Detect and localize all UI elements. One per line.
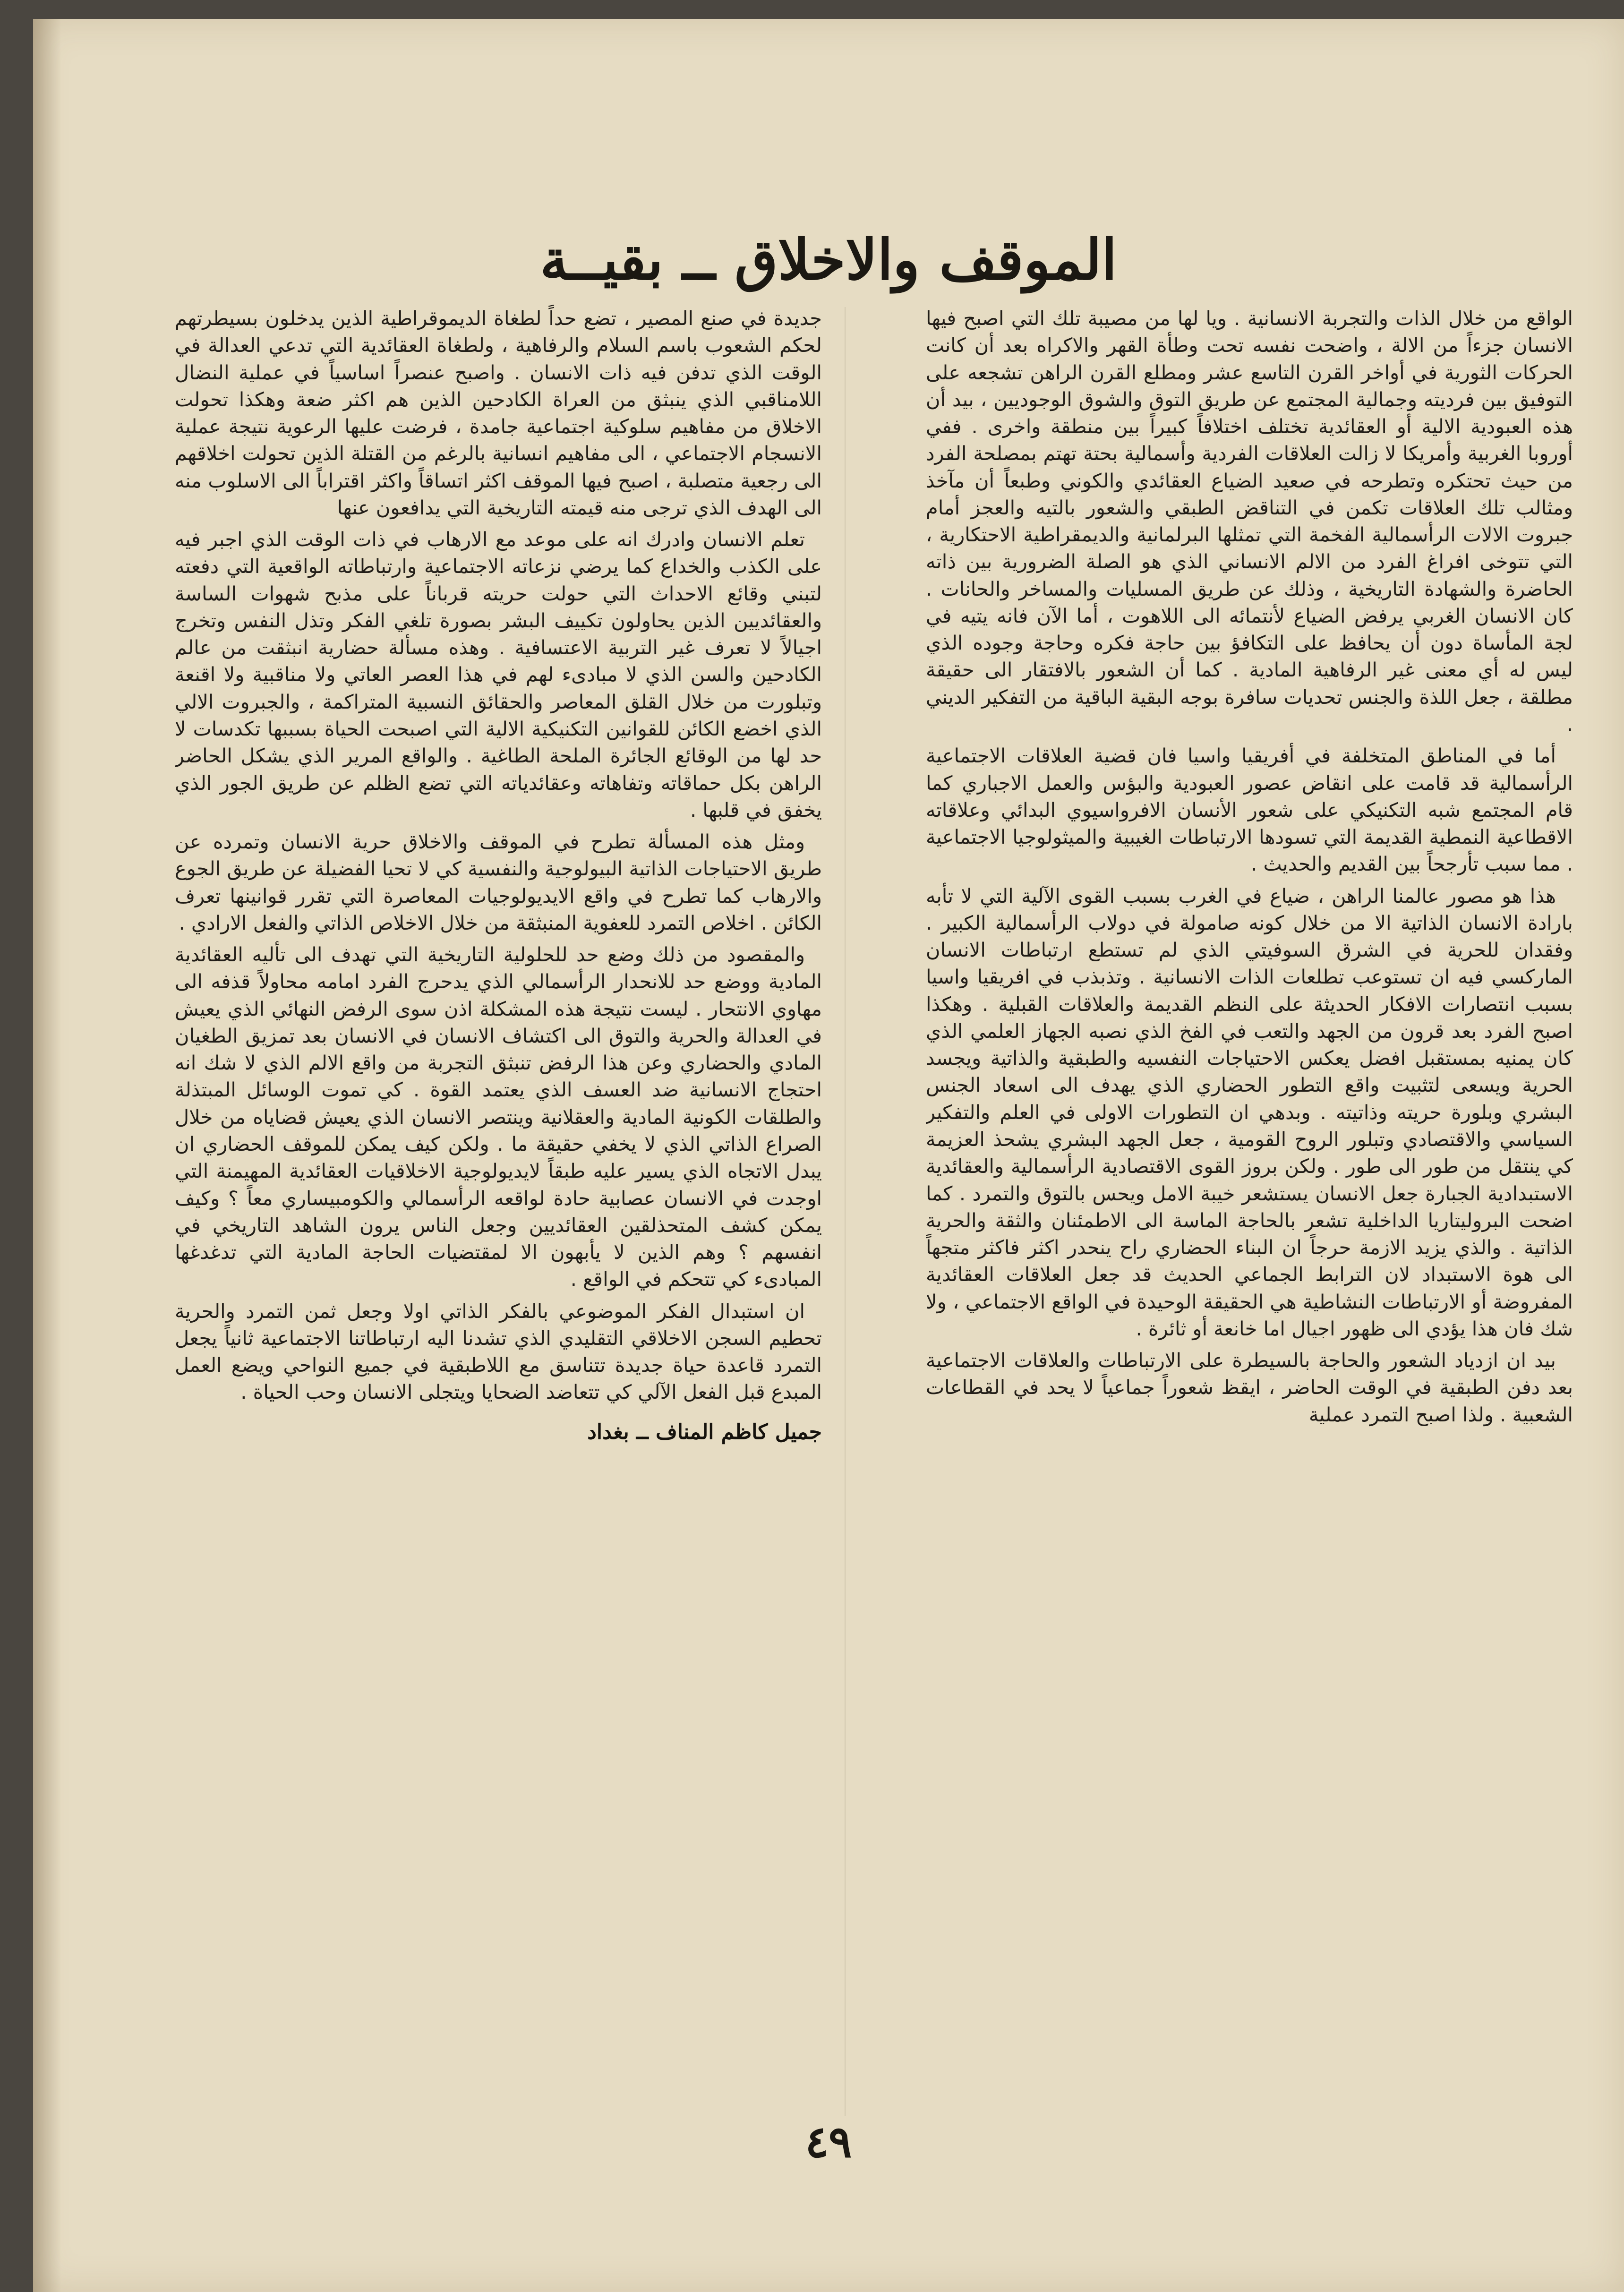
paragraph: والمقصود من ذلك وضع حد للحلولية التاريخية التي تهدف الى تأليه العقائدية المادية ووضع حد للانحدار الرأسمالي الذي يدحرج الفرد امامه محاولاً قذفه الى مهاوي الانتحار . ليست نتيجة هذه المشكلة اذن سوى الرفض النهائي الذي يعيش في العدالة والحرية والتوق الى اكتشاف الانسان في الانسان بعد تمزيق الطغيان المادي والحضاري وعن هذا الرفض تنبثق التجربة من واقع الالم الذي لا شك انه احتجاج الانسانية ضد العسف الذي يعتمد القوة . كي تموت الوسائل المبتذلة والطلقات الكونية المادية والعقلانية وينتصر الانسان الذي يعيش قضاياه من خلال الصراع الذاتي الذي لا يخفي حقيقة ما . ولكن كيف يمكن للموقف الحضاري ان يبدل الاتجاه الذي يسير عليه طبقاً لايديولوجية الاخلاقيات العقائدية المهيمنة التي اوجدت في الانسان عصابية حادة لواقعه الرأسمالي والكومبيساري معاً ؟ وكيف يمكن كشف المتحذلقين العقائديين وجعل الناس يرون الشاهد التاريخي في انفسهم ؟ وهم الذين لا يأبهون الا لمقتضيات الحاجة المادية التي تدغدغها المبادىء كي تتحكم في الواقع . bbox=[175, 943, 822, 1291]
paragraph: ان استبدال الفكر الموضوعي بالفكر الذاتي اولا وجعل ثمن التمرد والحرية تحطيم السجن الاخلاقي التقليدي الذي تشدنا اليه ارتباطاتنا الاجتماعية ثانياً يجعل التمرد قاعدة حياة جديدة تتناسق مع اللاطبقية في جميع النواحي ويضع العمل المبدع قبل الفعل الآلي كي تتعاضد الضحايا ويتجلى الانسان وحب الحياة . bbox=[175, 1299, 822, 1404]
magazine-page bbox=[33, 19, 1624, 2292]
article-column-left bbox=[175, 305, 822, 2138]
paragraph: تعلم الانسان وادرك انه على موعد مع الارهاب في ذات الوقت الذي اجبر فيه على الكذب والخداع كما يرضي نزعاته الاجتماعية وارتباطاته الواقعية التي دفعته لتبني وقائع الاحداث التي حولت حريته قرباناً على مذبح شهوات الساسة والعقائديين الذين يحاولون تكييف البشر بصورة تلغي الفكر وتذل النفس وتخرج اجيالاً لا تعرف غير التربية الاعتسافية . وهذه مسألة حضارية انبثقت من عالم الكادحين والسن الذي لا مبادىء لهم في هذا العصر العاتي ولا مناقبية ولا اقنعة وتبلورت من خلال القلق المعاصر والحقائق النسبية المتراكمة ، والجبروت الالي الذي اخضع الكائن للقوانين التكنيكية الالية التي اصبحت الحياة بسببها تكدسات لا حد لها من الوقائع الجائرة الملحة الطاغية . والواقع المرير الذي يشكل الحاضر الراهن بكل حماقاته وتفاهاته وعقائدياته التي تضع الظلم عن طريق الجور الذي يخفق في قلبها . bbox=[175, 528, 822, 821]
author-signature: جميل كاظم المناف ــ بغداد bbox=[587, 1420, 822, 1444]
paragraph: جديدة في صنع المصير ، تضع حداً لطغاة الديموقراطية الذين يدخلون بسيطرتهم لحكم الشعوب باسم السلام والرفاهية ، ولطغاة العقائدية التي تدعي العدالة في الوقت الذي تدفن فيه ذات الانسان . واصبح عنصراً اساسياً في عملية النضال اللامناقبي الذي ينبثق من العراة الكادحين الذين هم اكثر ضعة وهكذا تحولت الاخلاق من مفاهيم سلوكية اجتماعية جامدة ، فرضت عليها الرعوية نتيجة عملية الانسجام الاجتماعي ، الى مفاهيم انسانية بالرغم من القتلة الذين تحولت اخلاقهم الى رجعية متصلبة ، اصبح فيها الموقف اكثر اتساقاً واكثر اقتراباً الى الاسلوب منه الى الهدف الذي ترجى منه قيمته التاريخية التي يدافعون عنها bbox=[175, 307, 822, 519]
paragraph: بيد ان ازدياد الشعور والحاجة بالسيطرة على الارتباطات والعلاقات الاجتماعية بعد دفن الطبقية في الوقت الحاضر ، ايقظ شعوراً جماعياً لا يحد في القطاعات الشعبية . ولذا اصبح التمرد عملية bbox=[926, 1349, 1573, 1426]
paragraph: الواقع من خلال الذات والتجربة الانسانية . ويا لها من مصيبة تلك التي اصبح فيها الانسان جزءاً من الالة ، واضحت نفسه تحت وطأة القهر والاكراه بعد أن كانت الحركات الثورية في أواخر القرن التاسع عشر ومطلع القرن الراهن تشجعه على التوفيق بين فرديته وجمالية المجتمع عن طريق التوق والشوق الوجوديين ، بيد أن هذه العبودية الالية أو العقائدية تختلف اختلافاً كبيراً بين منطقة واخرى . ففي أوروبا الغربية وأمريكا لا زالت العلاقات الفردية وأسمالية بحتة تهتم بمصلحة الفرد من حيث تحتكره وتطرحه في صعيد الضياع العقائدي والكوني وطبعاً أن مآخذ ومثالب تلك العلاقات تكمن في التناقض الطبقي والشعور بالتيه والعجز أمام جبروت الالات الرأسمالية الفخمة التي تمثلها البرلمانية والديمقراطية الاحتكارية ، التي تتوخى افراغ الفرد من الالم الانساني الذي هو الصلة الضرورية بين ذاته الحاضرة والشهادة التاريخية ، وذلك عن طريق المسليات والمساخر والحانات . كان الانسان الغربي يرفض الضياع لأنتمائه الى اللاهوت ، أما الآن فانه يتيه في لجة المأساة دون أن يحافظ على التكافؤ بين حاجة فكره وحاجة وجوده الذي ليس له أي معنى غير الرفاهية المادية . كما أن الشعور بالافتقار الى حقيقة مطلقة ، جعل اللذة والجنس تحديات سافرة بوجه البقية الباقية من التفكير الديني . bbox=[926, 307, 1573, 735]
article-column-right bbox=[926, 305, 1573, 2138]
column-divider bbox=[845, 307, 846, 2116]
paragraph: أما في المناطق المتخلفة في أفريقيا واسيا فان قضية العلاقات الاجتماعية الرأسمالية قد قامت على انقاض عصور العبودية والبؤس والعمل الاجباري كما قام المجتمع شبه التكنيكي على شعور الأنسان الافرواسيوي البدائي وعلاقاته الاقطاعية النمطية القديمة التي تسودها الارتباطات الغيبية والميثولوجيا الاجتماعية . مما سبب تأرجحاً بين القديم والحديث . bbox=[926, 744, 1573, 876]
page-number: ٤٩ bbox=[805, 2116, 852, 2167]
paragraph: هذا هو مصور عالمنا الراهن ، ضياع في الغرب بسبب القوى الآلية التي لا تأبه بارادة الانسان الذاتية الا من خلال كونه صامولة في دولاب الرأسمالية الكبير . وفقدان للحرية في الشرق السوفيتي الذي لم تستطع ارتباطات الانسان الماركسي فيه ان تستوعب تطلعات الذات الانسانية . وتذبذب في افريقيا واسيا بسبب انتصارات الافكار الحديثة على النظم القديمة والعلاقات القبلية . وهكذا اصبح الفرد بعد قرون من الجهد والتعب في الفخ الذي نصبه الجهاز العلمي الذي كان يمنيه بمستقبل افضل يعكس الاحتياجات النفسيه والطبقية والذاتية ويجسد الحرية ويسعى لتثبيت واقع التطور الحضاري الذي يهدف الى اسعاد الجنس البشري وبلورة حريته وذاتيته . وبدهي ان التطورات الاولى في العلم والتفكير السياسي والاقتصادي وتبلور الروح القومية ، جعل الجهد البشري يشحذ العزيمة كي ينتقل من طور الى طور . ولكن بروز القوى الاقتصادية الرأسمالية والعقائدية الاستبدادية الجبارة جعل الانسان يستشعر خيبة الامل ويحس بالتوق والتمرد . كما اضحت البروليتاريا الداخلية تشعر بالحاجة الماسة الى الاطمئنان والثقة والحرية الذاتية . والذي يزيد الازمة حرجاً ان البناء الحضاري راح ينحدر اكثر فاكثر متجهاً الى هوة الاستبداد لان الترابط الجماعي الحديث قد جعل العلاقات العقائدية المفروضة أو الارتباطات النشاطية هي الحقيقة الوحيدة في الواقع الاجتماعي ، ولا شك فان هذا يؤدي الى ظهور اجيال اما خانعة أو ثائرة . bbox=[926, 884, 1573, 1340]
article-title: الموقف والاخلاق ــ بقيــة bbox=[540, 227, 1117, 292]
paragraph: ومثل هذه المسألة تطرح في الموقف والاخلاق حرية الانسان وتمرده عن طريق الاحتياجات الذاتية البيولوجية والنفسية كي لا تحيا الفضيلة عن طريق الجوع والارهاب كما تطرح في واقع الايديولوجيات المعاصرة التي تقرر قوانينها تعرف الكائن . اخلاص التمرد للعفوية المنبثقة من خلال الاخلاص الذاتي والفعل الارادي . bbox=[175, 830, 822, 934]
